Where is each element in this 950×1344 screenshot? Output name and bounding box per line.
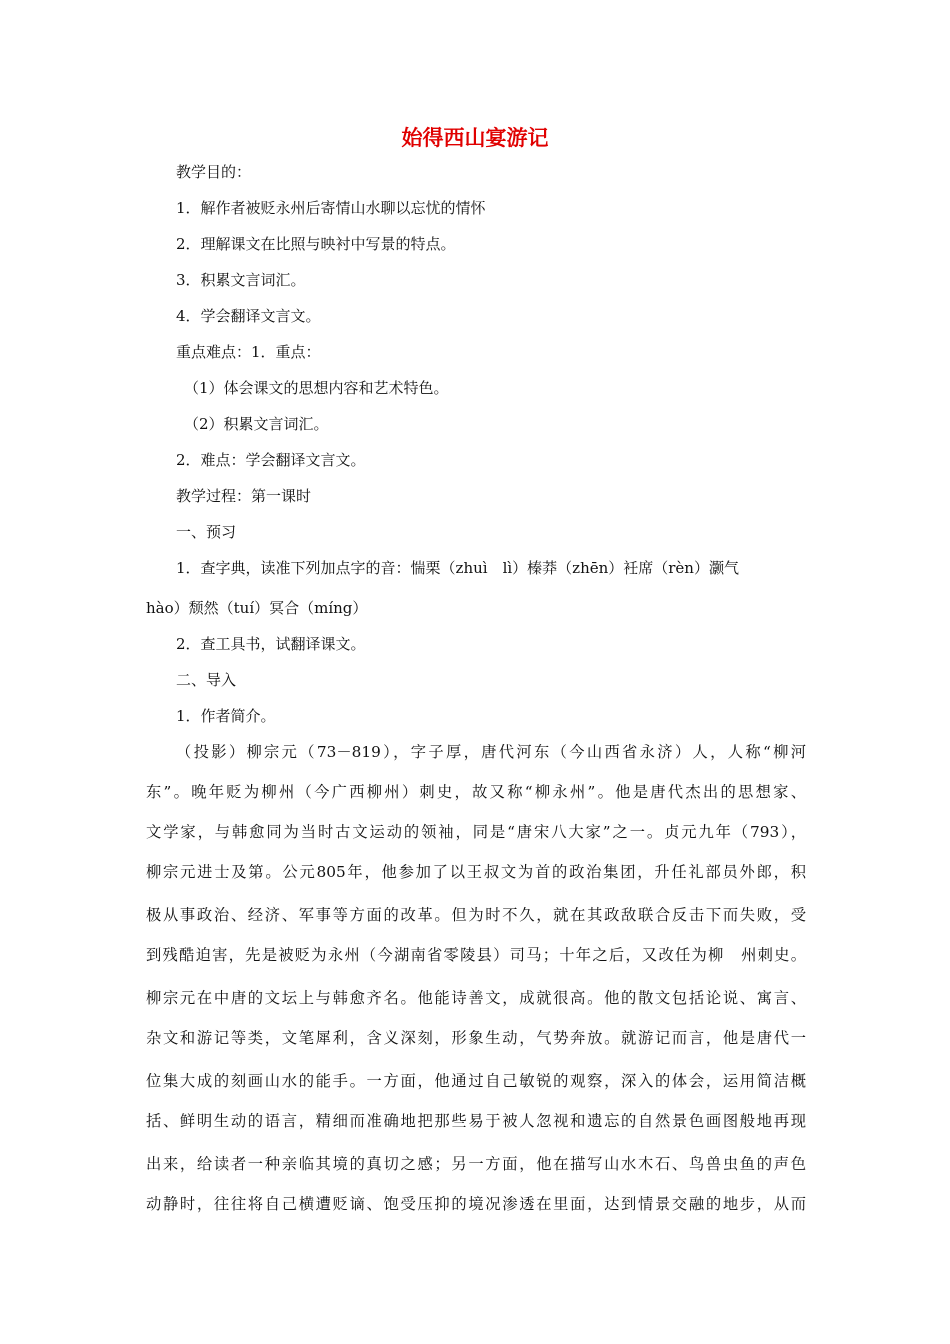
key-point-item: （1）体会课文的思想内容和艺术特色。 <box>184 379 449 397</box>
bio-line: 文学家，与韩愈同为当时古文运动的领袖，同是“唐宋八大家”之一。贞元九年（793）， <box>146 823 806 841</box>
difficulty-item: 2．难点：学会翻译文言文。 <box>176 451 366 469</box>
bio-line: （投影）柳宗元（73－819），字子厚，唐代河东（今山西省永济）人，人称“柳河 <box>176 743 806 761</box>
key-points-heading: 重点难点：1．重点： <box>176 343 321 361</box>
document-title: 始得西山宴游记 <box>401 126 549 150</box>
bio-line: 杂文和游记等类，文笔犀利，含义深刻，形象生动，气势奔放。就游记而言，他是唐代一 <box>146 1029 806 1047</box>
bio-line: 极从事政治、经济、军事等方面的改革。但为时不久，就在其政敌联合反击下而失败，受 <box>146 906 806 924</box>
intro-item-author: 1．作者简介。 <box>176 707 276 725</box>
preview-item-translate: 2．查工具书，试翻译课文。 <box>176 635 366 653</box>
bio-line: 柳宗元进士及第。公元805年，他参加了以王叔文为首的政治集团，升任礼部员外郎，积 <box>146 863 806 881</box>
key-point-item: （2）积累文言词汇。 <box>184 415 329 433</box>
intro-heading: 二、导入 <box>176 671 237 689</box>
objective-item: 3．积累文言词汇。 <box>176 271 306 289</box>
objective-item: 4．学会翻译文言文。 <box>176 307 321 325</box>
objectives-heading: 教学目的： <box>176 163 252 181</box>
bio-line: 出来，给读者一种亲临其境的真切之感；另一方面，他在描写山水木石、鸟兽虫鱼的声色 <box>146 1155 806 1173</box>
bio-line: 东”。晚年贬为柳州（今广西柳州）刺史，故又称“柳永州”。他是唐代杰出的思想家、 <box>146 783 806 801</box>
preview-heading: 一、预习 <box>176 523 237 541</box>
process-heading: 教学过程：第一课时 <box>176 487 312 505</box>
bio-line: 位集大成的刻画山水的能手。一方面，他通过自己敏锐的观察，深入的体会，运用简洁概 <box>146 1072 806 1090</box>
preview-item-pronunciation-cont: hào）颓然（tuí）冥合（míng） <box>146 599 368 617</box>
bio-line: 柳宗元在中唐的文坛上与韩愈齐名。他能诗善文，成就很高。他的散文包括论说、寓言、 <box>146 989 806 1007</box>
objective-item: 2．理解课文在比照与映衬中写景的特点。 <box>176 235 456 253</box>
bio-line: 动静时，往往将自己横遭贬谪、饱受压抑的境况渗透在里面，达到情景交融的地步，从而 <box>146 1195 806 1213</box>
bio-line: 括、鲜明生动的语言，精细而准确地把那些易于被人忽视和遗忘的自然景色画图般地再现 <box>146 1112 806 1130</box>
preview-item-pronunciation: 1．查字典，读准下列加点字的音：惴栗（zhuì lì）榛莽（zhēn）衽席（rèn）灏气 <box>176 559 739 577</box>
objective-item: 1．解作者被贬永州后寄情山水聊以忘忧的情怀 <box>176 199 486 217</box>
bio-line: 到残酷迫害，先是被贬为永州（今湖南省零陵县）司马；十年之后，又改任为柳 州刺史。 <box>146 946 806 964</box>
